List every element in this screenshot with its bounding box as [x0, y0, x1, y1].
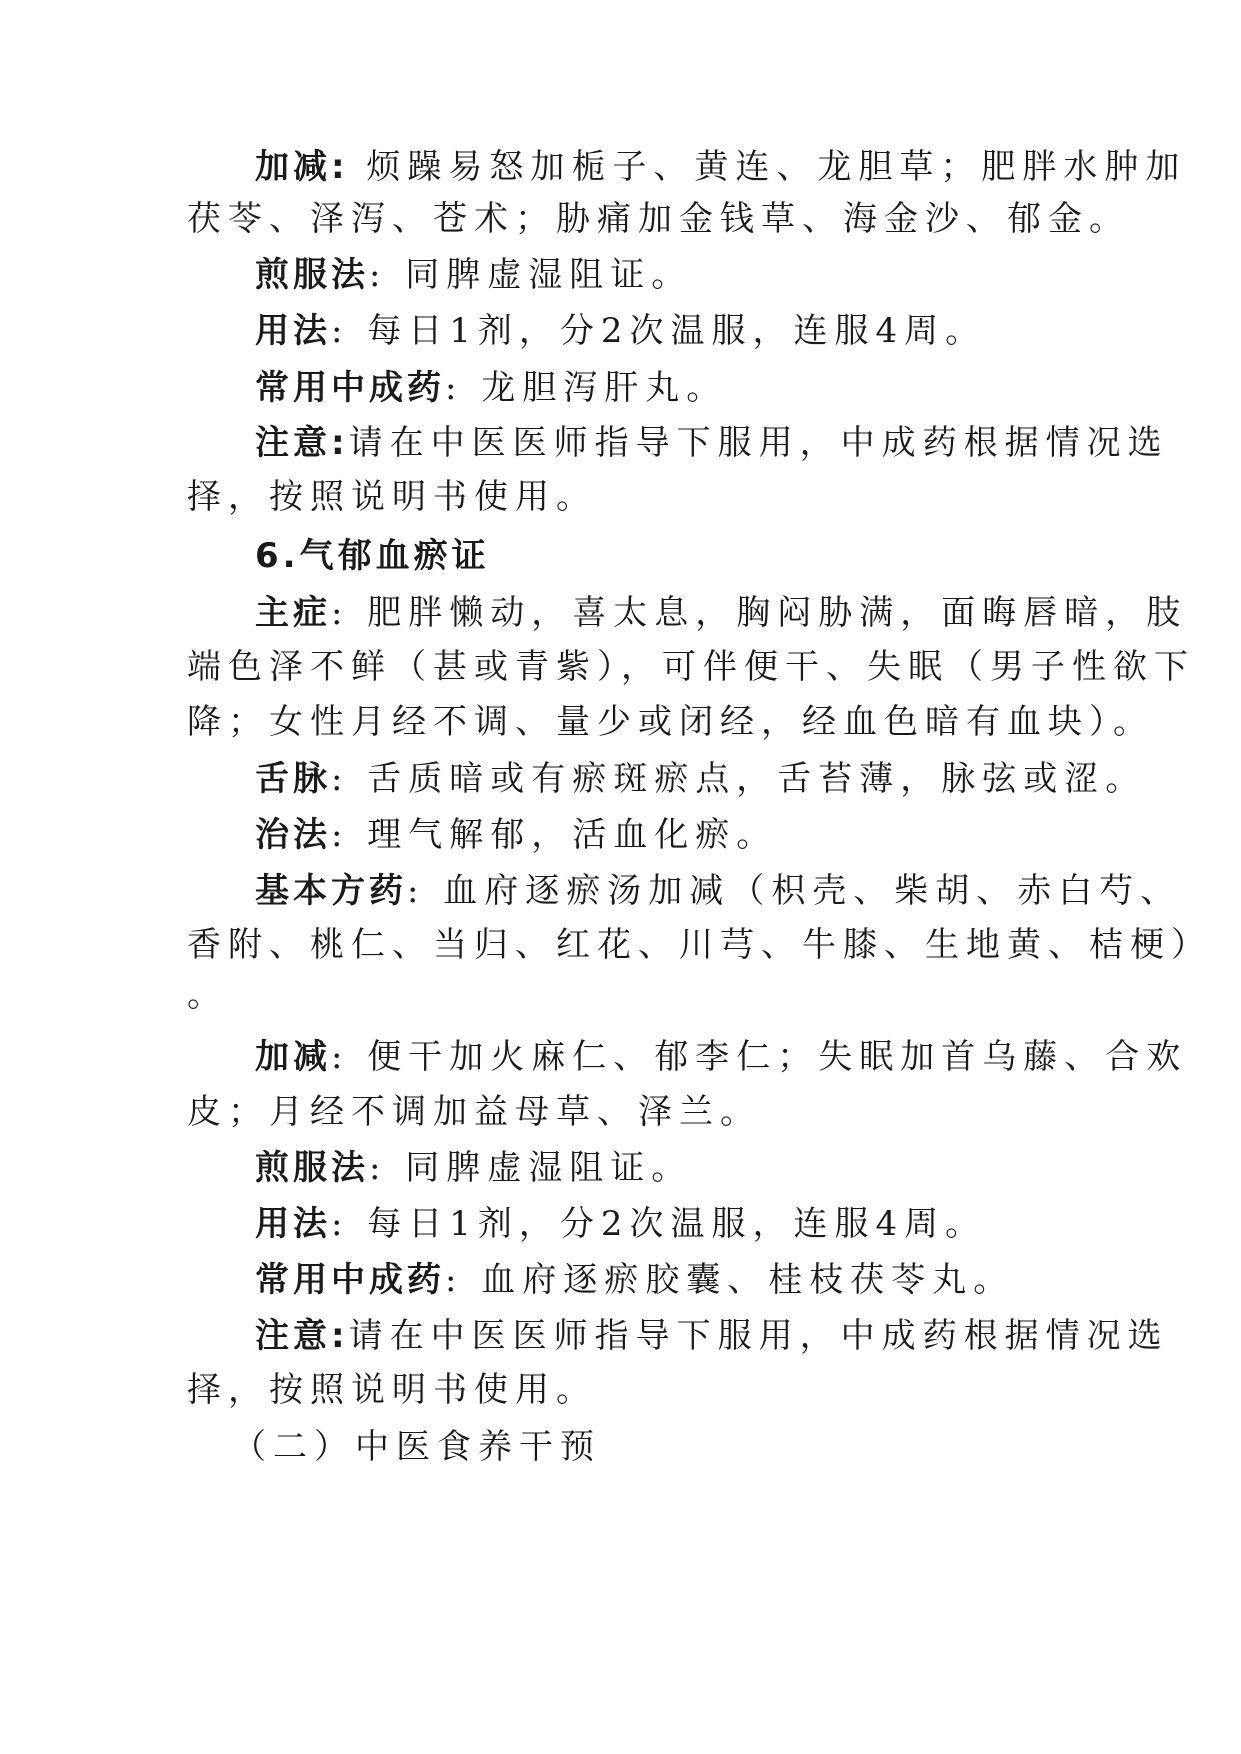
- yongfa-text: : 每日1剂，分2次温服，连服4周。: [331, 311, 987, 351]
- jiajian-6-text: : 便干加火麻仁、郁李仁；失眠加首乌藤、合欢: [331, 1037, 1188, 1077]
- shemai-label: 舌脉: [255, 759, 331, 799]
- jianfu-6-paragraph: [255, 1148, 1241, 1188]
- zhuzheng-line-3: 降；女性月经不调、量少或闭经，经血色暗有血块）。: [187, 702, 1154, 742]
- jiajian-paragraph: [255, 147, 1241, 187]
- jiajian-6-label: 加减: [255, 1037, 331, 1077]
- zhifa-text: : 理气解郁，活血化瘀。: [331, 815, 778, 855]
- jianfu-paragraph: [255, 255, 1241, 295]
- zhongchengyao-6-text: : 血府逐瘀胶囊、桂枝茯苓丸。: [445, 1260, 1015, 1300]
- shemai-paragraph: [255, 759, 1241, 799]
- zhifa-label: 治法: [255, 815, 331, 855]
- zhuyi-6-text: 请在中医医师指导下服用，中成药根据情况选: [348, 1316, 1169, 1356]
- zhuzheng-line-2: 端色泽不鲜（甚或青紫），可伴便干、失眠（男子性欲下: [187, 647, 1195, 687]
- zhongchengyao-label: 常用中成药: [255, 368, 445, 408]
- zhuyi-line-2: 择，按照说明书使用。: [187, 477, 597, 517]
- jiajian-text: 烦躁易怒加栀子、黄连、龙胆草；肥胖水肿加: [366, 147, 1187, 187]
- fangyao-line-2: 香附、桃仁、当归、红花、川芎、牛膝、生地黄、桔梗）: [187, 925, 1212, 965]
- zhongchengyao-6-label: 常用中成药: [255, 1260, 445, 1300]
- yongfa-6-label: 用法: [255, 1204, 331, 1244]
- zhongchengyao-paragraph: [255, 368, 1241, 408]
- zhuzheng-text: : 肥胖懒动，喜太息，胸闷胁满，面晦唇暗，肢: [331, 593, 1188, 633]
- yongfa-6-text: : 每日1剂，分2次温服，连服4周。: [331, 1204, 987, 1244]
- yongfa-6-paragraph: [255, 1204, 1241, 1244]
- jianfu-label: 煎服法: [255, 255, 369, 295]
- zhongchengyao-6-paragraph: [255, 1260, 1241, 1300]
- subsection-heading: （二）中医食养干预: [232, 1427, 601, 1467]
- shemai-text: : 舌质暗或有瘀斑瘀点，舌苔薄，脉弦或涩。: [331, 759, 1147, 799]
- zhuyi-6-line-2: 择，按照说明书使用。: [187, 1370, 597, 1410]
- yongfa-paragraph: [255, 311, 1241, 351]
- jianfu-6-label: 煎服法: [255, 1148, 369, 1188]
- fangyao-paragraph: [255, 871, 1241, 911]
- jiajian-6-paragraph: [255, 1037, 1241, 1077]
- zhuyi-6-paragraph: [255, 1316, 1241, 1356]
- zhuyi-6-label: 注意:: [255, 1316, 349, 1356]
- jiajian-line-2: 茯苓、泽泻、苍术；胁痛加金钱草、海金沙、郁金。: [187, 199, 1130, 239]
- zhuyi-label: 注意:: [255, 423, 349, 463]
- zhuzheng-label: 主症: [255, 593, 331, 633]
- zhuzheng-paragraph: [255, 593, 1241, 633]
- jiajian-6-line-2: 皮；月经不调加益母草、泽兰。: [187, 1092, 761, 1132]
- zhuyi-paragraph: [255, 423, 1241, 463]
- jianfu-6-text: : 同脾虚湿阻证。: [369, 1148, 693, 1188]
- jiajian-label: 加减:: [255, 147, 349, 187]
- fangyao-text: : 血府逐瘀汤加减（枳壳、柴胡、赤白芍、: [407, 871, 1182, 911]
- jianfu-text: : 同脾虚湿阻证。: [369, 255, 693, 295]
- fangyao-label: 基本方药: [255, 871, 407, 911]
- section-6-heading: 6.气郁血瘀证: [255, 536, 490, 576]
- zhongchengyao-text: : 龙胆泻肝丸。: [445, 368, 728, 408]
- zhifa-paragraph: [255, 815, 1241, 855]
- yongfa-label: 用法: [255, 311, 331, 351]
- zhuyi-text: 请在中医医师指导下服用，中成药根据情况选: [348, 423, 1169, 463]
- fangyao-line-3: 。: [187, 975, 228, 1015]
